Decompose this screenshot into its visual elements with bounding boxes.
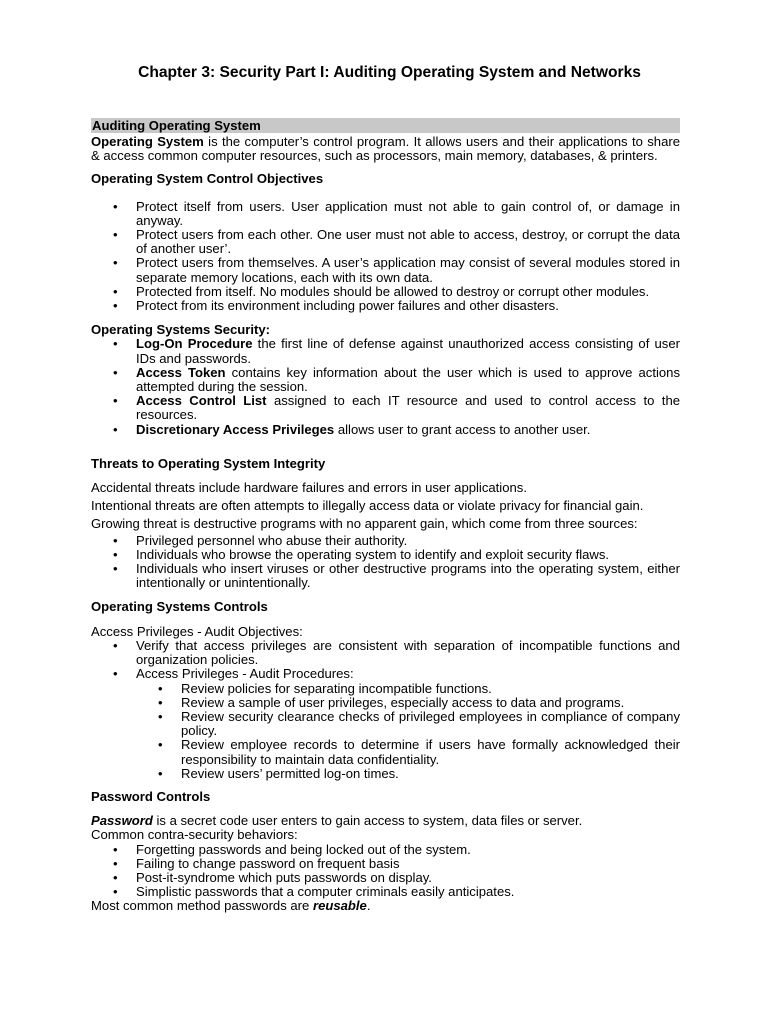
list-item — [91, 366, 680, 394]
list-item: • Individuals who insert viruses or other destructive programs into the operating system, either intentionally or unintentionally. — [91, 562, 680, 590]
list-item — [91, 394, 680, 422]
list-item: • Protect users from each other. One user must not able to access, destroy, or corrupt the data of another user’. — [91, 228, 680, 256]
os-definition-text: is the computer’s control program. It allows users and their applications to share & access common computer resources, such as processors, main memory, databases, & printers. — [91, 134, 680, 164]
term-text: assigned to each IT resource and used to control access to the resources. — [136, 393, 681, 423]
audit-procedures-list — [91, 682, 680, 781]
password-closing — [91, 899, 680, 913]
list-item: • Failing to change password on frequent basis — [91, 857, 680, 871]
list-item-label: Access Privileges - Audit Procedures: — [136, 666, 354, 682]
list-item — [91, 423, 680, 437]
term: Log-On Procedure — [136, 336, 253, 352]
password-definition-text: is a secret code user enters to gain access to system, data files or server. — [152, 813, 583, 829]
term: Discretionary Access Privileges — [136, 421, 335, 437]
term-text: allows user to grant access to another user. — [334, 421, 591, 437]
document-content — [91, 64, 680, 914]
list-item: • Protect itself from users. User application must not able to gain control of, or damage in anyway. — [91, 200, 680, 228]
os-controls-intro: Access Privileges - Audit Objectives: — [91, 623, 303, 639]
closing-punct: . — [366, 898, 371, 914]
list-item: • Review employee records to determine if users have formally acknowledged their responsibility to maintain data confidentiality. — [91, 738, 680, 766]
threats-paragraph: Growing threat is destructive programs with no apparent gain, which come from three sources: — [91, 516, 638, 532]
os-controls-heading: Operating Systems Controls — [91, 599, 268, 615]
control-objectives-list — [91, 200, 680, 314]
term-text: the first line of defense against unauthorized access consisting of user IDs and passwords. — [136, 336, 680, 366]
os-controls-list — [91, 639, 680, 682]
threats-paragraph: Intentional threats are often attempts to illegally access data or violate privacy for financial gain. — [91, 498, 644, 514]
list-item: • Post-it-syndrome which puts passwords on display. — [91, 871, 680, 885]
page-title: Chapter 3: Security Part I: Auditing Operating System and Networks — [138, 64, 641, 81]
list-item: • Review security clearance checks of privileged employees in compliance of company policy. — [91, 710, 680, 738]
term: Access Token — [136, 364, 226, 380]
list-item: • Protect from its environment including power failures and other disasters. — [91, 299, 680, 313]
reusable-term: reusable — [312, 898, 367, 914]
list-item — [91, 667, 680, 681]
closing-text: Most common method passwords are — [91, 898, 313, 914]
list-item: • Review policies for separating incompatible functions. — [91, 682, 680, 696]
password-definition — [91, 814, 680, 828]
os-security-heading: Operating Systems Security: — [91, 322, 271, 338]
password-heading: Password Controls — [91, 788, 211, 804]
threats-list — [91, 534, 680, 591]
threats-heading: Threats to Operating System Integrity — [91, 455, 326, 471]
list-item: • Simplistic passwords that a computer criminals easily anticipates. — [91, 885, 680, 899]
control-objectives-heading: Operating System Control Objectives — [91, 171, 324, 187]
list-item: • Privileged personnel who abuse their authority. — [91, 534, 680, 548]
list-item: • Individuals who browse the operating system to identify and exploit security flaws. — [91, 548, 680, 562]
os-definition — [91, 135, 680, 163]
list-item: • Review a sample of user privileges, especially access to data and programs. — [91, 696, 680, 710]
term-text: contains key information about the user which is used to approve actions attempted during the session. — [136, 364, 681, 395]
password-term: Password — [91, 813, 153, 829]
list-item: • Protect users from themselves. A user’s application may consist of several modules stored in separate memory locations, each with its own data. — [91, 256, 680, 284]
list-item: • Protected from itself. No modules should be allowed to destroy or corrupt other modules. — [91, 285, 680, 299]
list-item — [91, 337, 680, 365]
password-behaviors-list — [91, 843, 680, 900]
term: Access Control List — [136, 393, 267, 409]
list-item: • Forgetting passwords and being locked out of the system. — [91, 843, 680, 857]
os-term: Operating System — [91, 134, 204, 149]
threats-paragraph: Accidental threats include hardware failures and errors in user applications. — [91, 480, 527, 496]
os-security-list — [91, 337, 680, 436]
password-behaviors-intro: Common contra-security behaviors: — [91, 827, 298, 843]
section-bar: Auditing Operating System — [91, 118, 680, 133]
list-item: • Verify that access privileges are consistent with separation of incompatible functions and organization policies. — [91, 639, 680, 667]
list-item: • Review users’ permitted log-on times. — [91, 767, 680, 781]
